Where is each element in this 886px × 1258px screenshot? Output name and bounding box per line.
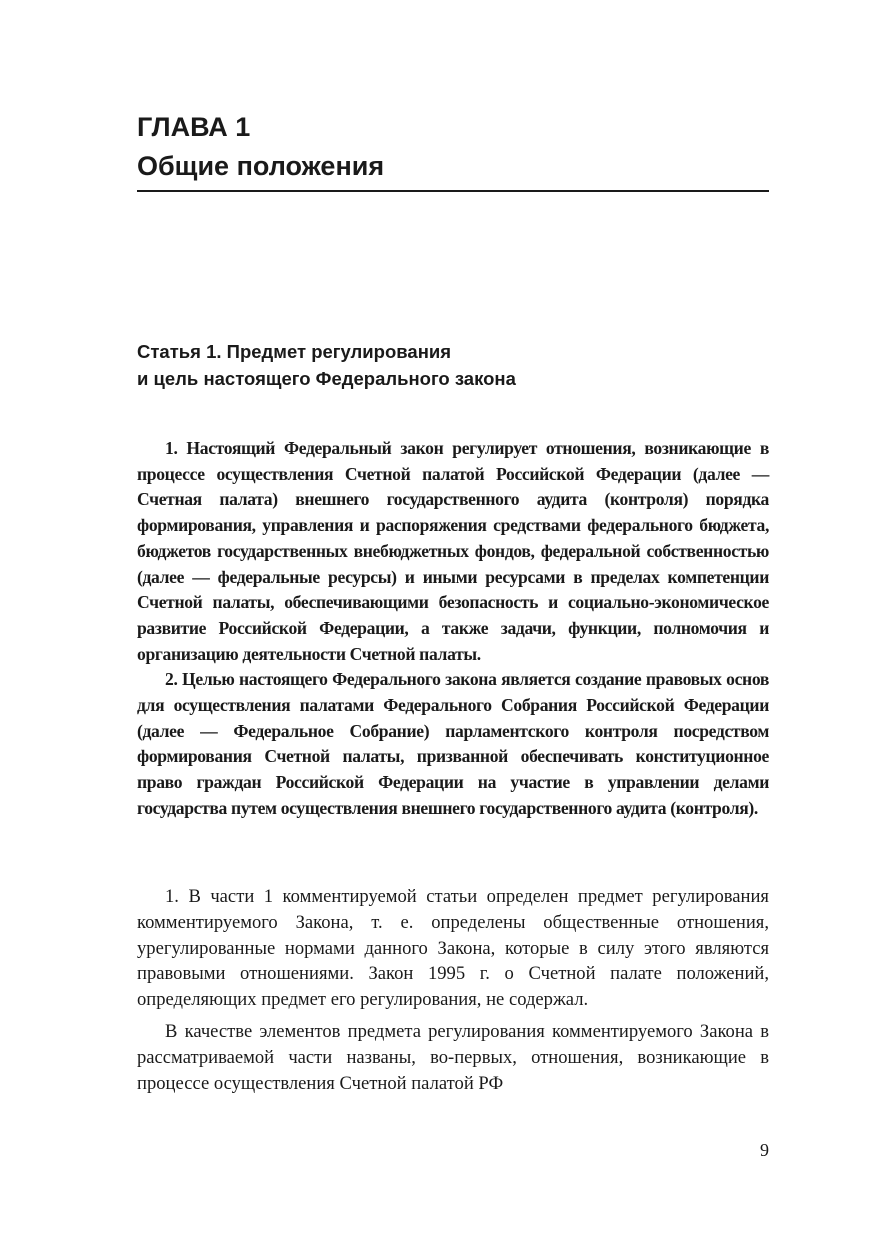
law-paragraph-2: 2. Целью настоящего Федерального закона является создание правовых основ для осуществления палатами Федерального Собрания Российской Федерации (далее — Федеральное Собрание) парламентского контроля посредством формирования Счетной палаты, призванной обеспечивать конституционное право граждан Российской Федерации на участие в управлении делами государства путем осуществления внешнего государственного аудита (контроля). <box>137 669 769 818</box>
commentary-paragraph-1: 1. В части 1 комментируемой статьи определен предмет регулирования комментируемого Закона, т. е. определены общественные отношения, урегулированные нормами данного Закона, которые в силу этого являются правовыми отношениями. Закон 1995 г. о Счетной палате положений, определяющих предмет его регулирования, не содержал. <box>137 886 769 1011</box>
chapter-title: Общие положения <box>137 151 385 181</box>
law-text <box>137 436 769 822</box>
commentary-paragraph-2: В качестве элементов предмета регулирования комментируемого Закона в рассматриваемой части названы, во-первых, отношения, возникающие в процессе осуществления Счетной палатой РФ <box>137 1020 769 1094</box>
article-title-line-2: и цель настоящего Федерального закона <box>137 368 516 389</box>
article-heading <box>137 338 769 392</box>
chapter-heading <box>137 108 769 186</box>
chapter-divider <box>137 190 769 192</box>
page-number: 9 <box>760 1140 769 1160</box>
chapter-number: ГЛАВА 1 <box>137 112 251 142</box>
commentary <box>137 884 769 1096</box>
article-title-line-1: Статья 1. Предмет регулирования <box>137 341 452 362</box>
law-paragraph-1: 1. Настоящий Федеральный закон регулирует отношения, возникающие в процессе осуществления Счетной палатой Российской Федерации (далее — Счетная палата) внешнего государственного аудита (контроля) порядка формирования, управления и распоряжения средствами федерального бюджета, бюджетов государственных внебюджетных фондов, федеральной собственностью (далее — федеральные ресурсы) и иными ресурсами в пределах компетенции Счетной палаты, обеспечивающими безопасность и социально-экономическое развитие Российской Федерации, а также задачи, функции, полномочия и организацию деятельности Счетной палаты. <box>137 438 769 664</box>
